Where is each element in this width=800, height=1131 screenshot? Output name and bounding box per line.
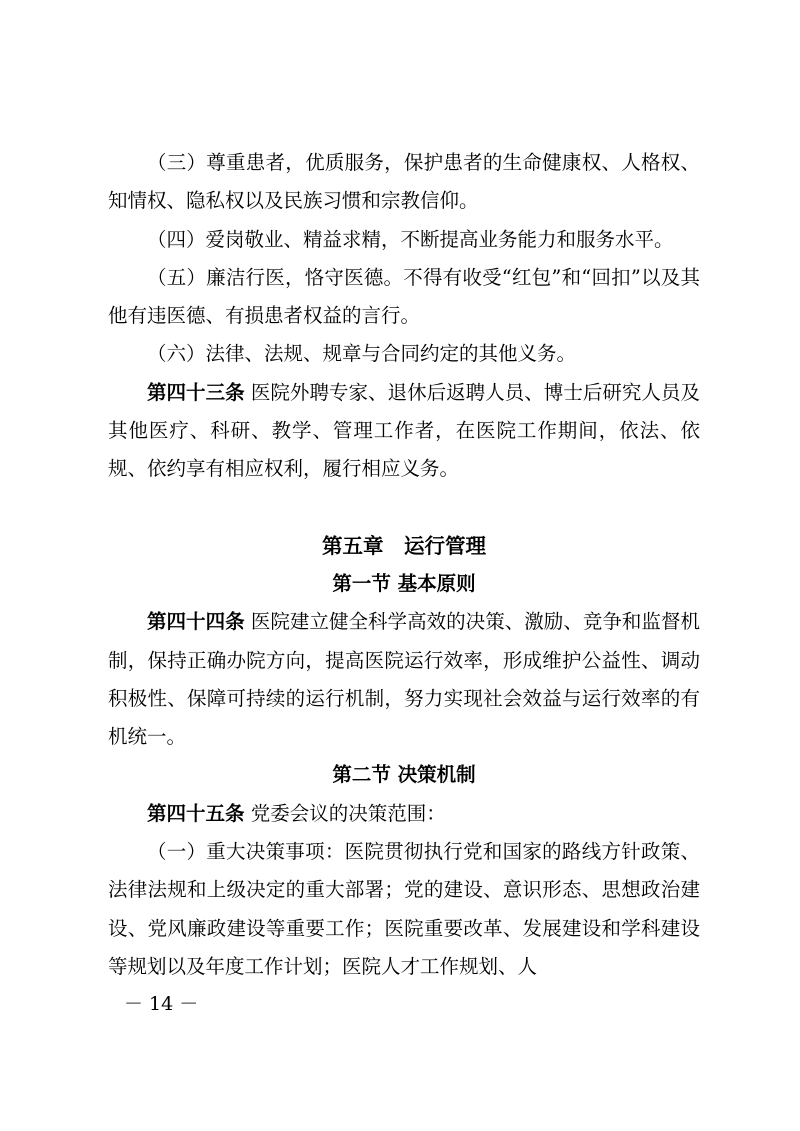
article-43-text: 医院外聘专家、退休后返聘人员、博士后研究人员及其他医疗、科研、教学、管理工作者，在医院工作期间，依法、依规、依约享有相应权利，履行相应义务。 xyxy=(108,380,700,481)
article-43 xyxy=(108,374,700,489)
page-number: － 14 － xyxy=(124,993,199,1015)
article-45-text: 党委会议的决策范围： xyxy=(244,801,446,825)
section-title-decision-mechanism: 第二节 决策机制 xyxy=(332,763,476,787)
section-title-basic-principles: 第一节 基本原则 xyxy=(332,571,476,595)
chapter-title: 第五章 运行管理 xyxy=(322,533,486,558)
article-44-label: 第四十四条 xyxy=(147,610,245,634)
article-45 xyxy=(108,795,700,833)
article-45-item-1: （一）重大决策事项：医院贯彻执行党和国家的路线方针政策、法律法规和上级决定的重大部署；党的建设、意识形态、思想政治建设、党风廉政建设等重要工作；医院重要改革、发展建设和学科建设等规划以及年度工作计划；医院人才工作规划、人 xyxy=(108,840,700,978)
article-44 xyxy=(108,603,700,756)
spacer xyxy=(108,489,700,527)
paragraph-item-5: （五）廉洁行医，恪守医德。不得有收受“红包”和“回扣”以及其他有违医德、有损患者权益的言行。 xyxy=(108,265,700,328)
article-43-label: 第四十三条 xyxy=(147,380,245,404)
paragraph-item-6: （六）法律、法规、规章与合同约定的其他义务。 xyxy=(147,342,577,366)
paragraph-item-4: （四）爱岗敬业、精益求精，不断提高业务能力和服务水平。 xyxy=(147,227,674,251)
article-45-label: 第四十五条 xyxy=(147,801,245,825)
paragraph-item-3: （三）尊重患者，优质服务，保护患者的生命健康权、人格权、知情权、隐私权以及民族习惯和宗教信仰。 xyxy=(108,151,700,213)
article-44-text: 医院建立健全科学高效的决策、激励、竞争和监督机制，保持正确办院方向，提高医院运行效率，形成维护公益性、调动积极性、保障可持续的运行机制，努力实现社会效益与运行效率的有机统一。 xyxy=(108,610,700,749)
document-body xyxy=(108,144,700,986)
